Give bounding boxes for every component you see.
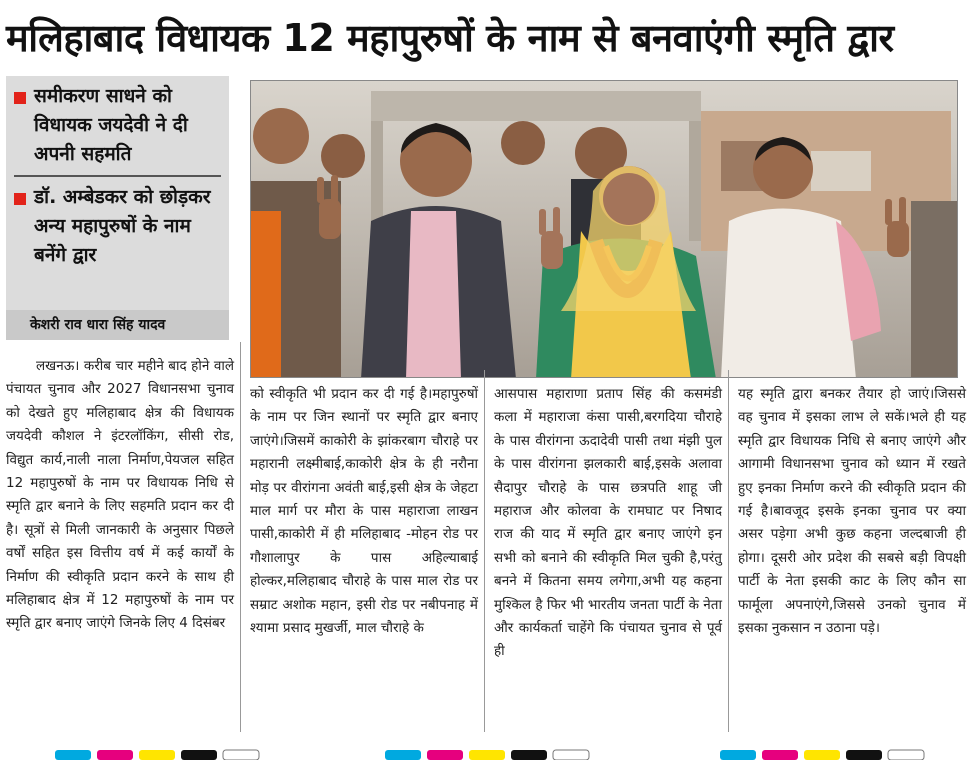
article-paragraph: आसपास महाराणा प्रताप सिंह की कसमंडी कला में महाराजा कंसा पासी,बरगदिया चौराहे के पास वीरांगना ऊदादेवी पासी तथा मंझी पुल के पास वीरांगना झलकारी बाई,इसके अलावा सैदापुर चौराहे के पास छत्रपति शाहू जी महाराज और कोलवा के रामघाट पर निषाद राज की याद में स्मृति द्वार बनाए जाएंगे इन सभी को बनाने की स्वीकृति मिल चुकी है,परंतु बनने में कितना समय लगेगा,अभी यह कहना मुश्किल है फिर भी भारतीय जनता पार्टी के नेता और कार्यकर्ता चाहेंगे कि पंचायत चुनाव से पूर्व ही xyxy=(494,386,722,660)
print-registration-marks-icon xyxy=(0,744,968,760)
column-rule xyxy=(484,370,485,732)
article-paragraph: यह स्मृति द्वारा बनकर तैयार हो जाएं।जिससे वह चुनाव में इसका लाभ ले सकें।भले ही यह स्मृति द्वार विधायक निधि से बनाए जाएंगे और आगामी विधानसभा चुनाव को ध्यान में रखते हुए इनका निर्माण करने की स्वीकृति प्रदान की गई है।बावजूद इसके इनका चुनाव पर क्या असर पड़ेगा अभी कुछ कहना जल्दबाजी ही होगा। दूसरी ओर प्रदेश की सबसे बड़ी विपक्षी पार्टी के नेता इसकी काट के लिए कौन सा फार्मूला अपनाएंगे,जिससे उनको चुनाव में इसका नुकसान न उठाना पड़े। xyxy=(738,386,966,637)
article-column-4 xyxy=(738,383,966,640)
registration-swatch xyxy=(469,750,505,760)
registration-swatch xyxy=(720,750,756,760)
column-rule xyxy=(240,342,241,732)
highlight-text: डॉ. अम्बेडकर को छोड़कर अन्य महापुरुषों के नाम बनेंगे द्वार xyxy=(34,186,211,266)
byline: केशरी राव धारा सिंह यादव xyxy=(6,310,229,340)
highlights-box xyxy=(6,76,229,340)
highlight-divider xyxy=(14,175,221,177)
registration-swatch xyxy=(846,750,882,760)
registration-swatch xyxy=(888,750,924,760)
registration-swatch xyxy=(223,750,259,760)
registration-swatch xyxy=(762,750,798,760)
highlight-item xyxy=(14,183,221,270)
registration-swatch xyxy=(181,750,217,760)
registration-swatch xyxy=(511,750,547,760)
article-column-3 xyxy=(494,383,722,664)
column-rule xyxy=(728,370,729,732)
highlight-item xyxy=(14,82,221,169)
red-square-bullet-icon xyxy=(14,193,26,205)
registration-swatch xyxy=(139,750,175,760)
photo-group-victory-icon xyxy=(251,81,958,378)
red-square-bullet-icon xyxy=(14,92,26,104)
article-column-2 xyxy=(250,383,478,640)
article-paragraph: लखनऊ। करीब चार महीने बाद होने वाले पंचायत चुनाव और 2027 विधानसभा चुनाव को देखते हुए मलिहाबाद क्षेत्र की विधायक जयदेवी कौशल ने इंटरलॉकिंग, सीसी रोड, विद्युत कार्य,नाली नाला निर्माण,पेयजल सहित 12 महापुरुषों के नाम पर विधायक निधि से स्मृति द्वार बनाने के लिए सहमति प्रदान कर दी है। सूत्रों से मिली जानकारी के अनुसार पिछले वर्षों सहित इस वित्तीय वर्ष में कई कार्यों के निर्माण की स्वीकृति प्रदान करने के साथ ही मलिहाबाद क्षेत्र में 12 महापुरुषों के नाम पर स्मृति द्वार बनाए जाएंगे जिनके लिए 4 दिसंबर xyxy=(6,358,234,632)
registration-swatch xyxy=(804,750,840,760)
headline: मलिहाबाद विधायक 12 महापुरुषों के नाम से बनवाएंगी स्मृति द्वार xyxy=(6,16,894,60)
registration-swatch xyxy=(553,750,589,760)
article-column-1 xyxy=(6,355,234,636)
highlight-text: समीकरण साधने को विधायक जयदेवी ने दी अपनी सहमति xyxy=(34,85,188,165)
article-paragraph: को स्वीकृति भी प्रदान कर दी गई है।महापुरुषों के नाम पर जिन स्थानों पर स्मृति द्वार बनाए जाएंगे।जिसमें काकोरी के झांकरबाग चौराहे पर महारानी लक्ष्मीबाई,काकोरी क्षेत्र के ही नरौना मोड़ पर वीरांगना अवंती बाई,इसी क्षेत्र के जेहटा माल मार्ग पर मौरा के पास महाराजा लाखन पासी,काकोरी में ही मलिहाबाद -मोहन रोड पर गौशालापुर के पास अहिल्याबाई होल्कर,मलिहाबाद चौराहे के पास माल रोड पर सम्राट अशोक महान, इसी रोड पर नबीपनाह में श्यामा प्रसाद मुखर्जी, माल चौराहे के xyxy=(250,386,478,637)
news-photo xyxy=(250,80,958,378)
registration-swatch xyxy=(97,750,133,760)
registration-swatch xyxy=(385,750,421,760)
registration-swatch xyxy=(55,750,91,760)
registration-swatch xyxy=(427,750,463,760)
